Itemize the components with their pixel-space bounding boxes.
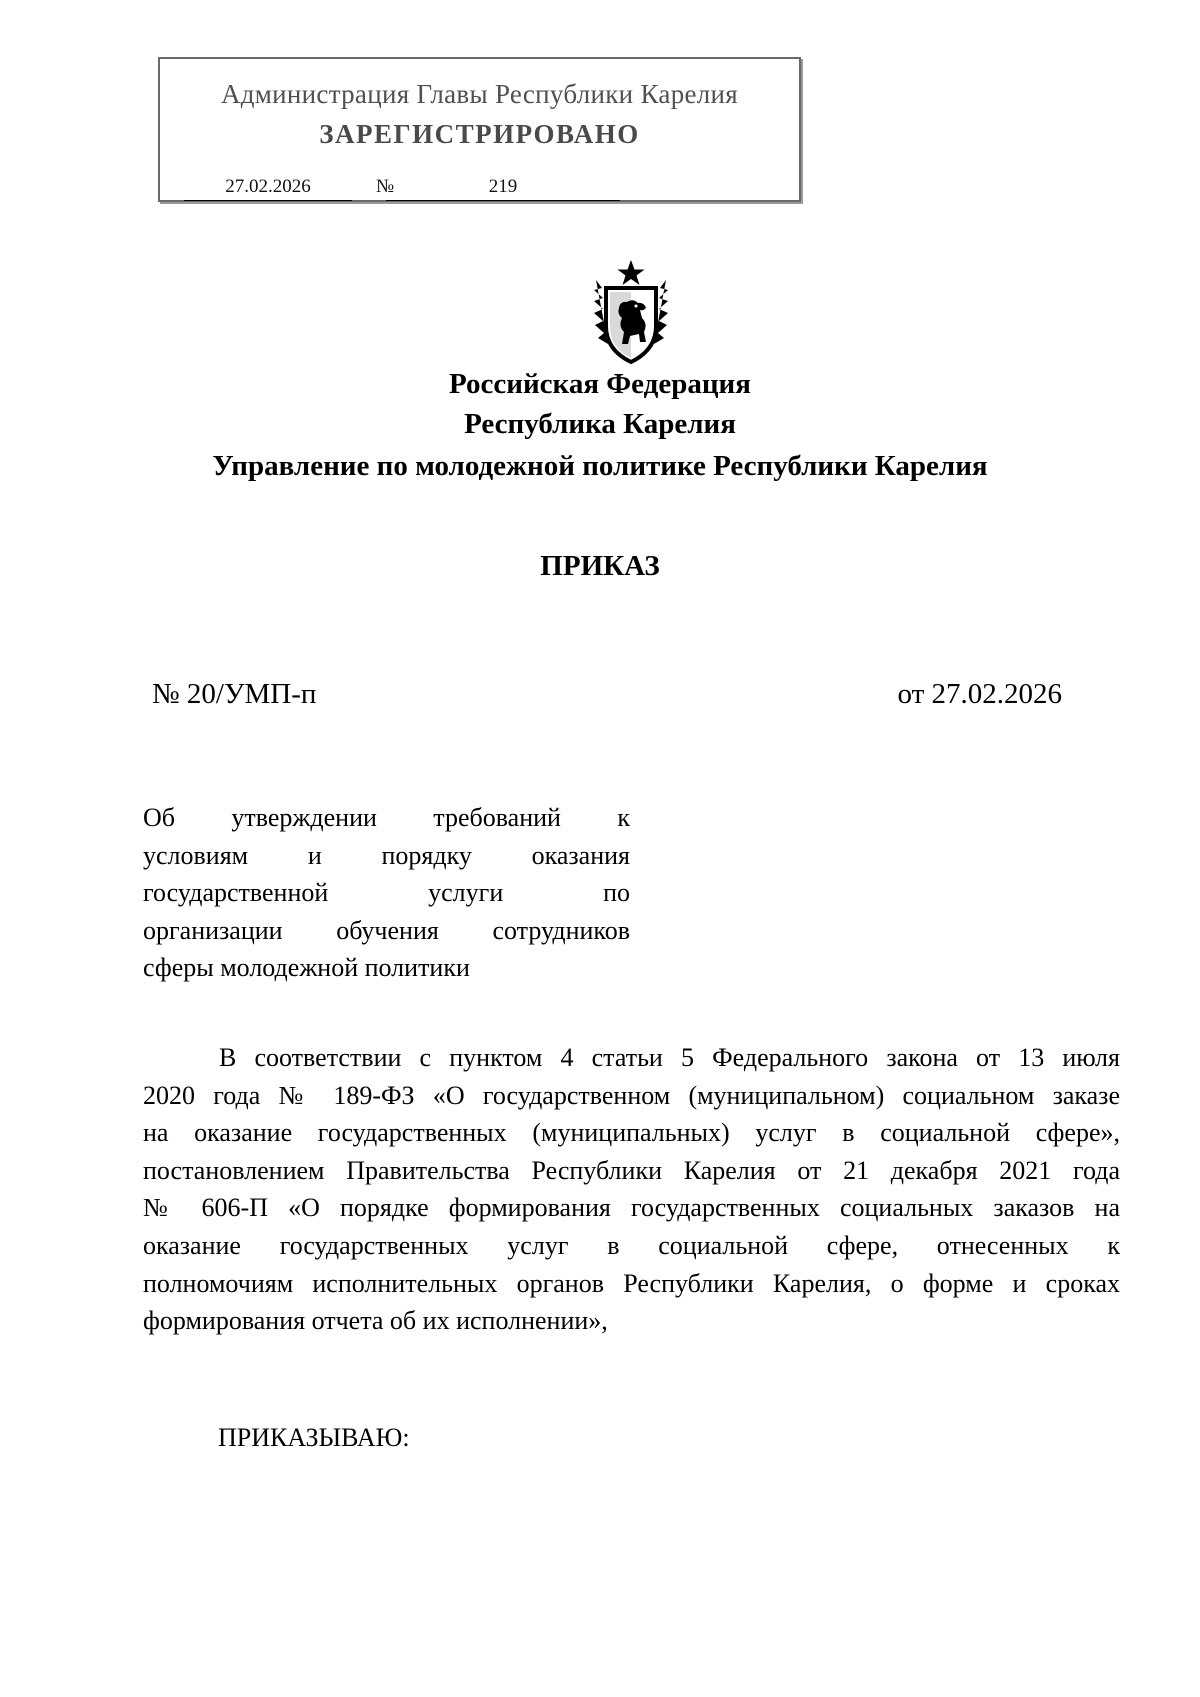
stamp-status: ЗАРЕГИСТРИРОВАНО [319, 119, 640, 149]
header-agency: Управление по молодежной политике Республики Карелия [212, 450, 988, 482]
order-subject [143, 799, 630, 987]
body-line: оказание государственных услуг в социальной сфере, отнесенных к [143, 1230, 1120, 1260]
document-type: ПРИКАЗ [540, 550, 660, 582]
subject-line: государственной услуги по [143, 878, 630, 907]
body-line: формирования отчета об их исполнении», [143, 1306, 608, 1336]
resolution-keyword: ПРИКАЗЫВАЮ: [218, 1423, 410, 1452]
subject-line: Об утверждении требований к [143, 803, 630, 832]
subject-line: организации обучения сотрудников [143, 915, 630, 945]
order-date: от 27.02.2026 [897, 678, 1062, 710]
stamp-number: 219 [386, 176, 620, 201]
order-preamble [143, 1039, 1120, 1340]
stamp-organization: Администрация Главы Республики Карелия [220, 79, 739, 109]
subject-line: условиям и порядку оказания [143, 840, 630, 870]
karelia-coat-of-arms-icon [586, 258, 676, 368]
header-republic: Республика Карелия [464, 408, 736, 440]
stamp-date: 27.02.2026 [184, 176, 352, 201]
body-line: постановлением Правительства Республики Карелия от 21 декабря 2021 года [143, 1155, 1120, 1185]
stamp-number-sign: № [376, 176, 395, 197]
body-line: В соответствии с пунктом 4 статьи 5 Федерального закона от 13 июля [219, 1043, 1120, 1072]
header-country: Российская Федерация [449, 368, 751, 400]
body-line: полномочиям исполнительных органов Республики Карелия, о форме и сроках [143, 1268, 1120, 1298]
document-header [100, 364, 1100, 486]
body-line: на оказание государственных (муниципальных) услуг в социальной сфере», [143, 1118, 1120, 1148]
subject-line: сферы молодежной политики [143, 953, 470, 982]
body-line: 2020 года № 189-ФЗ «О государственном (муниципальном) социальном заказе [143, 1080, 1120, 1110]
registration-stamp [158, 57, 801, 202]
body-line: № 606-П «О порядке формирования государственных социальных заказов на [143, 1193, 1120, 1223]
order-number: № 20/УМП-п [152, 678, 317, 710]
